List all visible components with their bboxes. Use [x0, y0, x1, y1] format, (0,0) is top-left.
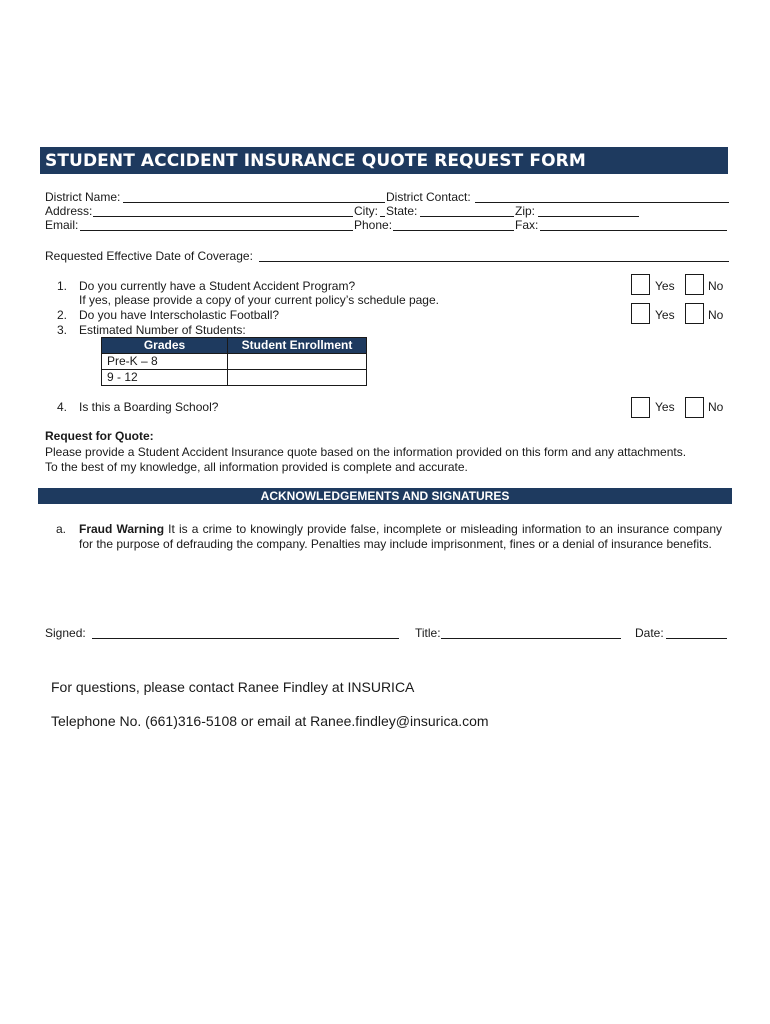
address-field[interactable] [93, 216, 353, 217]
question-4-no-label: No [708, 400, 724, 414]
grade-cell: 9 - 12 [102, 370, 228, 386]
question-2-number: 2. [57, 308, 68, 322]
question-4-no-checkbox[interactable] [685, 397, 704, 418]
zip-label: Zip: [515, 204, 536, 218]
state-field[interactable] [420, 216, 514, 217]
phone-label: Phone: [354, 218, 393, 232]
city-label: City: [354, 204, 378, 218]
district-name-field[interactable] [123, 202, 385, 203]
question-3-text: Estimated Number of Students: [79, 323, 246, 337]
question-1-no-label: No [708, 279, 724, 293]
grades-column-header: Grades [102, 338, 228, 354]
phone-field[interactable] [393, 230, 514, 231]
acknowledgements-bar [38, 488, 732, 504]
fraud-warning-label: Fraud Warning [79, 522, 165, 536]
contact-line-2: Telephone No. (661)316-5108 or email at Ranee.findley@insurica.com [51, 713, 489, 729]
question-1-number: 1. [57, 279, 68, 293]
request-line-1: Please provide a Student Accident Insurance quote based on the information provided on this form and any attachments. [45, 445, 687, 459]
title-field[interactable] [441, 638, 621, 639]
question-1-yes-checkbox[interactable] [631, 274, 650, 295]
acknowledgements-heading: ACKNOWLEDGEMENTS AND SIGNATURES [260, 489, 510, 503]
question-2-text: Do you have Interscholastic Football? [79, 308, 280, 322]
question-2-yes-label: Yes [655, 308, 675, 322]
title-label: Title: [415, 626, 441, 640]
enrollment-column-header: Student Enrollment [228, 338, 367, 354]
question-2-no-checkbox[interactable] [685, 303, 704, 324]
fax-label: Fax: [515, 218, 539, 232]
enrollment-cell[interactable] [228, 354, 367, 370]
email-label: Email: [45, 218, 79, 232]
fax-field[interactable] [540, 230, 727, 231]
question-1-no-checkbox[interactable] [685, 274, 704, 295]
state-label: State: [386, 204, 418, 218]
question-2-no-label: No [708, 308, 724, 322]
form-title: STUDENT ACCIDENT INSURANCE QUOTE REQUEST FORM [45, 151, 586, 171]
enrollment-cell[interactable] [228, 370, 367, 386]
question-4-number: 4. [57, 400, 68, 414]
table-header-row [102, 338, 367, 354]
question-1-subtext: If yes, please provide a copy of your current policy’s schedule page. [79, 293, 439, 307]
signature-field[interactable] [92, 638, 399, 639]
fraud-item-letter: a. [56, 522, 67, 536]
question-1-text: Do you currently have a Student Accident Program? [79, 279, 356, 293]
district-contact-label: District Contact: [386, 190, 471, 204]
fraud-warning-text: It is a crime to knowingly provide false, incomplete or misleading information to an insurance company for the purpose of defrauding the company. Penalties may include imprisonment, fines or a denial of insurance benefits. [79, 522, 722, 551]
effective-date-field[interactable] [259, 261, 729, 262]
zip-field[interactable] [538, 216, 639, 217]
request-line-2: To the best of my knowledge, all information provided is complete and accurate. [45, 460, 468, 474]
question-4-yes-label: Yes [655, 400, 675, 414]
contact-line-1: For questions, please contact Ranee Findley at INSURICA [51, 679, 415, 695]
district-contact-field[interactable] [475, 202, 729, 203]
effective-date-label: Requested Effective Date of Coverage: [45, 249, 253, 263]
signed-label: Signed: [45, 626, 86, 640]
grade-cell: Pre-K – 8 [102, 354, 228, 370]
question-4-text: Is this a Boarding School? [79, 400, 219, 414]
request-heading: Request for Quote: [45, 429, 154, 443]
address-label: Address: [45, 204, 93, 218]
grades-enrollment-table [101, 337, 367, 386]
question-4-yes-checkbox[interactable] [631, 397, 650, 418]
table-row [102, 354, 367, 370]
question-1-yes-label: Yes [655, 279, 675, 293]
district-name-label: District Name: [45, 190, 121, 204]
fraud-warning-paragraph [79, 522, 722, 552]
form-title-bar [40, 147, 728, 174]
question-3-number: 3. [57, 323, 68, 337]
city-field[interactable] [380, 216, 385, 217]
date-label: Date: [635, 626, 664, 640]
question-2-yes-checkbox[interactable] [631, 303, 650, 324]
email-field[interactable] [80, 230, 353, 231]
table-row [102, 370, 367, 386]
date-field[interactable] [666, 638, 727, 639]
